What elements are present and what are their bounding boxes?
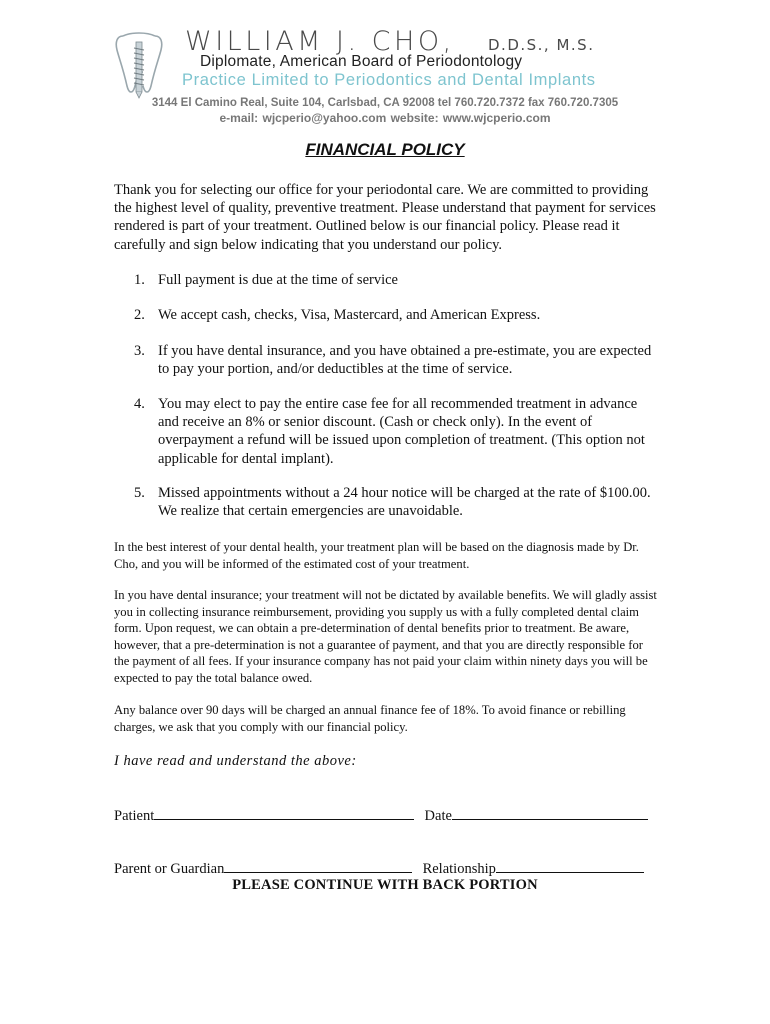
policy-item — [114, 395, 659, 468]
item-text: Missed appointments without a 24 hour notice will be charged at the rate of $100.00. We realize that certain emergencies are unavoidable. — [158, 485, 651, 520]
patient-signature-row — [114, 806, 648, 825]
insurance-paragraph: In you have dental insurance; your treatment will not be dictated by available benefits. We will gladly assist you in collecting insurance reimbursement, providing you supply us with a fully completed dental claim form. Upon request, we can obtain a pre-determination of dental benefits prior to treatment. Be aware, however, that a pre-determination is not a guarantee of payment, and that you are directly responsible for the payment of all fees. If your insurance company has not paid your claim within ninety days you will be expected to pay the total balance owed. — [114, 588, 657, 685]
tooth-implant-icon — [113, 28, 165, 100]
date-label: Date — [424, 808, 452, 824]
item-number: 2. — [134, 307, 145, 323]
practitioner-name: WILLIAM J. CHO, — [185, 26, 455, 57]
patient-signature-field[interactable] — [154, 806, 414, 820]
policy-item — [114, 306, 659, 324]
item-text: If you have dental insurance, and you have obtained a pre-estimate, you are expected to pay your portion, and/or deductibles at the time of service. — [158, 343, 652, 378]
board-certification: Diplomate, American Board of Periodontology — [200, 53, 523, 70]
intro-paragraph: Thank you for selecting our office for your periodontal care. We are committed to providing the highest level of quality, preventive treatment. Please understand that payment for services rendered is part of your treatment. Outlined below is our financial policy. Please read it carefully and sign below indicating that you understand our policy. — [114, 182, 656, 253]
page-title: FINANCIAL POLICY — [305, 140, 465, 159]
continue-note: PLEASE CONTINUE WITH BACK PORTION — [232, 877, 538, 893]
policy-item — [114, 271, 659, 289]
item-text: You may elect to pay the entire case fee for all recommended treatment in advance and receive an 8% or senior discount. (Cash or check only). In the event of overpayment a refund will be issued upon completion of treatment. (This option not applicable for dental implant). — [158, 396, 645, 467]
patient-label: Patient — [114, 808, 155, 824]
item-text: Full payment is due at the time of service — [158, 272, 398, 288]
practice-contact: e-mail: wjcperio@yahoo.com website: www.wjcperio.com — [219, 111, 551, 125]
guardian-signature-row — [114, 859, 644, 878]
relationship-label: Relationship — [422, 861, 496, 877]
item-number: 4. — [134, 396, 145, 412]
practice-scope: Practice Limited to Periodontics and Dental Implants — [182, 71, 596, 89]
practice-address: 3144 El Camino Real, Suite 104, Carlsbad, CA 92008 tel 760.720.7372 fax 760.720.7305 — [151, 97, 619, 109]
policy-item — [114, 342, 659, 378]
item-number: 1. — [134, 272, 145, 288]
practitioner-credentials: D.D.S., M.S. — [488, 36, 595, 54]
date-field[interactable] — [452, 806, 648, 820]
guardian-label: Parent or Guardian — [114, 861, 225, 877]
balance-paragraph: Any balance over 90 days will be charged an annual finance fee of 18%. To avoid finance or rebilling charges, we ask that you comply with our financial policy. — [114, 703, 626, 734]
item-text: We accept cash, checks, Visa, Mastercard, and American Express. — [158, 307, 541, 323]
guardian-signature-field[interactable] — [224, 859, 412, 873]
item-number: 3. — [134, 343, 145, 359]
item-number: 5. — [134, 485, 145, 501]
diagnosis-paragraph: In the best interest of your dental health, your treatment plan will be based on the diagnosis made by Dr. Cho, and you will be informed of the estimated cost of your treatment. — [114, 540, 639, 571]
policy-item — [114, 484, 659, 520]
acknowledgement-statement: I have read and understand the above: — [114, 753, 357, 769]
relationship-field[interactable] — [496, 859, 644, 873]
